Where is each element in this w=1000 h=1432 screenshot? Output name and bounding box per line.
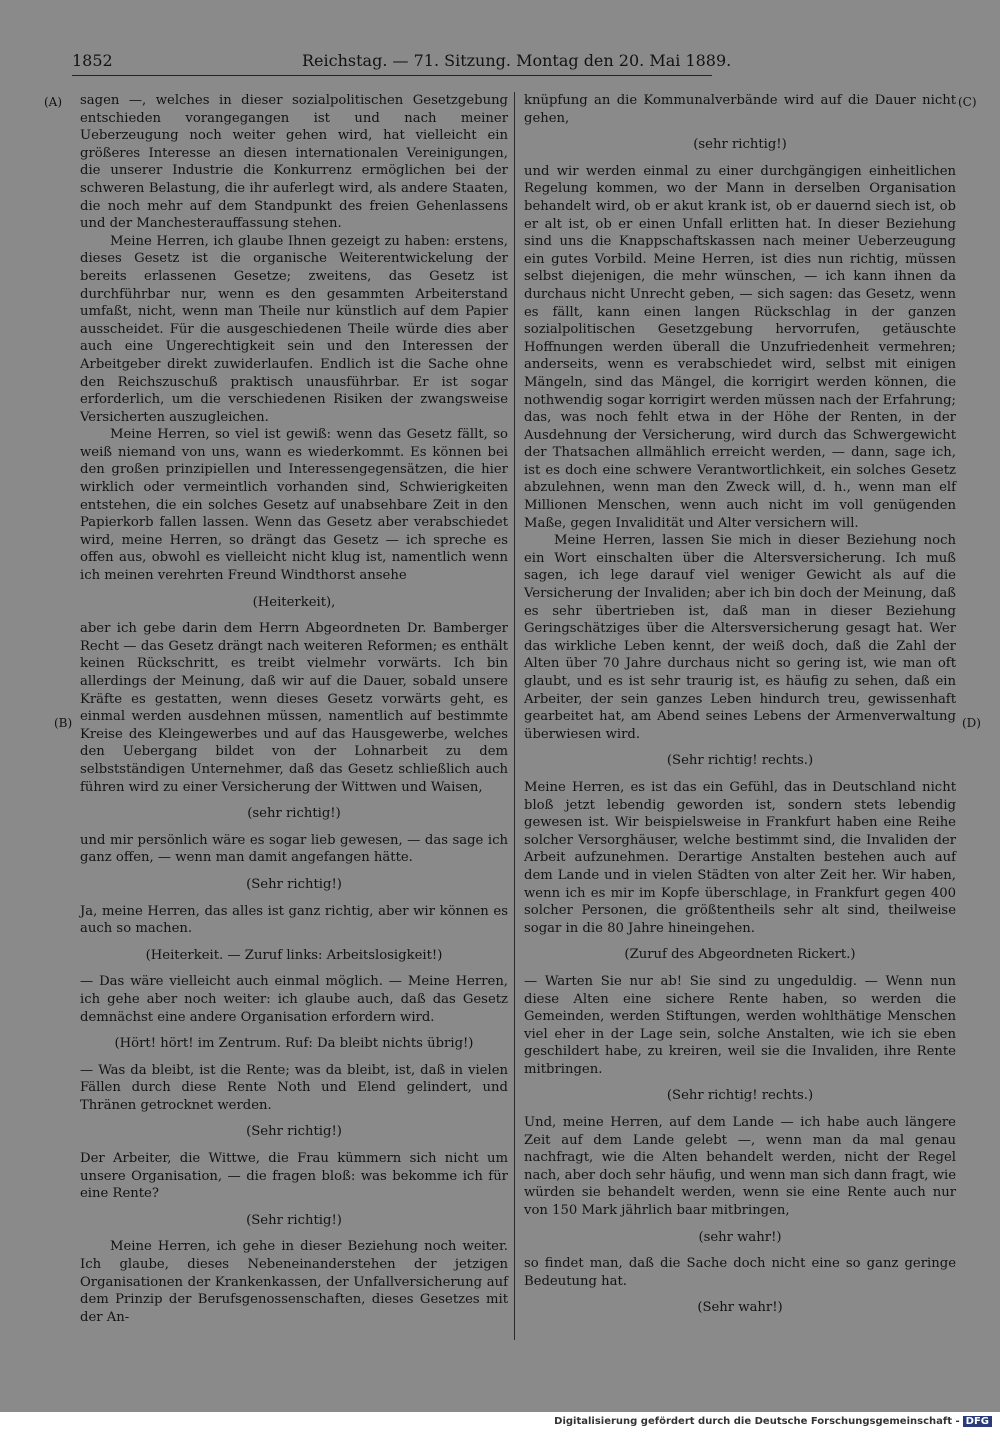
paragraph: Meine Herren, so viel ist gewiß: wenn das Gesetz fällt, so weiß niemand von uns, wann es wiederkommt. Es können bei den großen prinzipiellen und Interessengegensätzen, die hier wirklich oder vermeintlich vorhanden sind, Schwierigkeiten entstehen, die ein solches Gesetz auf unabsehbare Zeit in den Papierkorb fallen lassen. Wenn das Gesetz aber verabschiedet wird, meine Herren, so drängt das Gesetz — ich spreche es offen aus, obwohl es vielleicht nicht klug ist, namentlich wenn ich meinen verehrten Freund Windthorst ansehe	[80, 427, 508, 584]
paragraph: aber ich gebe darin dem Herrn Abgeordneten Dr. Bamberger Recht — das Gesetz drängt nach weiteren Reformen; es enthält keinen Rückschritt, es treibt vielmehr vorwärts. Ich bin allerdings der Meinung, daß wir auf die Dauer, sobald unsere Kräfte es gestatten, wenn dieses Gesetz vorwärts geht, es einmal werden ausdehnen müssen, namentlich auf bestimmte Kreise des Kleingewerbes und auf das Hausgewerbe, welches den Uebergang bildet von der Lohnarbeit zu dem selbstständigen Unternehmer, daß das Gesetz schließlich auch führen wird zu einer Versicherung der Wittwen und Waisen,	[80, 621, 508, 795]
page-header	[72, 48, 732, 74]
margin-marker-a: (A)	[44, 95, 63, 109]
paragraph: und wir werden einmal zu einer durchgängigen einheitlichen Regelung kommen, wo der Mann in derselben Organisation behandelt wird, ob er akut krank ist, ob er dauernd siech ist, ob er alt ist, ob er einen Unfall erlitten hat. In dieser Beziehung sind uns die Knappschaftskassen nach meiner Ueberzeugung ein gutes Vorbild. Meine Herren, ist dies nun richtig, müssen selbst diejenigen, die mehr wünschen, — ich kann ihnen da durchaus nicht Unrecht geben, — sich sagen: das Gesetz, wenn es fällt, kann einen langen Rückschlag in der ganzen sozialpolitischen Gesetzgebung hervorrufen, getäuschte Hoffnungen werden überall die Unzufriedenheit vermehren; anderseits, wenn es verabschiedet wird, selbst mit einigen Mängeln, sind das Mängel, die korrigirt werden können, die nothwendig sogar korrigirt werden müssen nach der Erfahrung; das, was noch fehlt etwa in der Höhe der Renten, in der Ausdehnung der Versicherung, wird durch das Schwergewicht der Thatsachen allmählich erreicht werden, — dann, sage ich, ist es doch eine schwere Verantwortlichkeit, ein solches Gesetz abzulehnen, wenn man den Zweck will, d. h., wenn man elf Millionen Menschen, wenn auch nicht im voll genügenden Maße, gegen Invalidität und Alter versichern will.	[524, 163, 956, 531]
paragraph: und mir persönlich wäre es sogar lieb gewesen, — das sage ich ganz offen, — wenn man damit angefangen hätte.	[80, 832, 508, 866]
paragraph: Meine Herren, es ist das ein Gefühl, das in Deutschland nicht bloß jetzt lebendig geworden ist, sondern stets lebendig gewesen ist. Wir beispielsweise in Frankfurt haben eine Reihe solcher Versorghäuser, welche bestimmt sind, die Invaliden der Arbeit aufzunehmen. Derartige Anstalten bestehen auch auf dem Lande und in vielen Städten von alter Zeit her. Wir haben, wenn ich es mir im Kopfe überschlage, in Frankfurt gegen 400 solcher Personen, die größtentheils sehr alt sind, theilweise sogar in die 80 Jahre hineingehen.	[524, 779, 956, 936]
paragraph: Meine Herren, ich glaube Ihnen gezeigt zu haben: erstens, dieses Gesetz ist die organische Weiterentwickelung der bereits erlassenen Gesetze; zweitens, das Gesetz ist durchführbar nur, wenn es den gesammten Arbeiterstand umfaßt, nicht, wenn man Theile nur künstlich auf dem Papier ausscheidet. Für die ausgeschiedenen Theile würde dies aber auch eine Ungerechtigkeit sein und den Interessen der Arbeitgeber direkt zuwiderlaufen. Endlich ist die Sache ohne den Reichszuschuß praktisch unausführbar. Er ist sogar erforderlich, um die verschiedenen Risiken der zwangsweise Versicherten auszugleichen.	[80, 233, 508, 425]
paragraph: Der Arbeiter, die Wittwe, die Frau kümmern sich nicht um unsere Organisation, — die fragen bloß: was bekomme ich für eine Rente?	[80, 1151, 508, 1202]
paragraph: Und, meine Herren, auf dem Lande — ich habe auch längere Zeit auf dem Lande gelebt —, wenn man da mal genau nachfragt, wie die Alten behandelt werden, nicht der Regel nach, aber doch sehr häufig, und wenn man sich dann fragt, wie würden sie behandelt werden, wenn sie eine Rente auch nur von 150 Mark jährlich baar mitbringen,	[524, 1115, 956, 1219]
right-column	[524, 92, 956, 1326]
paragraph: sagen —, welches in dieser sozialpolitischen Gesetzgebung entschieden vorangegangen ist und nach meiner Ueberzeugung noch weiter gehen wird, hat vielleicht ein größeres Interesse an diesen internationalen Vereinigungen, die unserer Industrie die Konkurrenz ermöglichen bei der schweren Belastung, die ihr auferlegt wird, als andere Staaten, die noch mehr auf dem Standpunkt des freien Gehenlassens und der Manchesterauffassung stehen.	[80, 93, 508, 232]
column-divider	[514, 92, 515, 1340]
interjection: (Sehr richtig! rechts.)	[666, 1088, 814, 1104]
interjection: (Heiterkeit. — Zuruf links: Arbeitslosigkeit!)	[145, 947, 443, 963]
footer-credit	[554, 1416, 992, 1427]
dfg-logo: DFG	[963, 1416, 992, 1427]
paragraph: Ja, meine Herren, das alles ist ganz richtig, aber wir können es auch so machen.	[80, 903, 508, 937]
paragraph: so findet man, daß die Sache doch nicht eine so ganz geringe Bedeutung hat.	[524, 1256, 956, 1289]
running-head: Reichstag. — 71. Sitzung. Montag den 20. Mai 1889.	[302, 51, 732, 70]
interjection: (Sehr richtig!)	[246, 1124, 342, 1140]
interjection: (Sehr richtig!)	[246, 1212, 342, 1228]
interjection: (Sehr richtig!)	[246, 876, 342, 892]
paragraph: Meine Herren, lassen Sie mich in dieser Beziehung noch ein Wort einschalten über die Altersversicherung. Ich muß sagen, ich lege darauf viel weniger Gewicht als auf die Versicherung der Invaliden; aber ich bin doch der Meinung, daß es sehr übertrieben ist, daß man in dieser Beziehung Geringschätziges über die Altersversicherung gesagt hat. Wer das wirkliche Leben kennt, der weiß doch, daß die Zahl der Alten über 70 Jahre durchaus nicht so gering ist, wie man oft glaubt, und es ist sehr traurig ist, es häufig zu sehen, daß ein Arbeiter, der sein ganzes Leben hindurch treu, gewissenhaft gearbeitet hat, am Abend seines Lebens der Armenverwaltung überwiesen wird.	[524, 533, 956, 742]
interjection: (Sehr wahr!)	[697, 1300, 783, 1316]
margin-marker-c: (C)	[958, 95, 977, 109]
interjection: (Heiterkeit),	[252, 594, 336, 610]
paragraph: — Das wäre vielleicht auch einmal möglich. — Meine Herren, ich gehe aber noch weiter: ich glaube auch, daß das Gesetz demnächst eine andere Organisation erfordern wird.	[80, 974, 508, 1025]
paragraph: — Warten Sie nur ab! Sie sind zu ungeduldig. — Wenn nun diese Alten eine sichere Rente haben, so werden die Gemeinden, werden Stiftungen, werden wohlthätige Menschen viel eher in der Lage sein, solche Anstalten, wie ich sie eben geschildert habe, zu kreiren, weil sie die Invaliden, ihre Rente mitbringen.	[524, 973, 956, 1077]
interjection: (sehr wahr!)	[698, 1229, 782, 1245]
footer-text: Digitalisierung gefördert durch die Deutsche Forschungsgemeinschaft -	[554, 1416, 960, 1427]
paragraph: knüpfung an die Kommunalverbände wird auf die Dauer nicht gehen,	[524, 93, 956, 126]
interjection: (sehr richtig!)	[693, 137, 787, 153]
interjection: (Zuruf des Abgeordneten Rickert.)	[624, 947, 856, 963]
interjection: (sehr richtig!)	[247, 806, 341, 822]
margin-marker-d: (D)	[962, 716, 981, 730]
paragraph: — Was da bleibt, ist die Rente; was da bleibt, ist, daß in vielen Fällen durch diese Rente Noth und Elend gelindert, und Thränen getrocknet werden.	[80, 1062, 508, 1113]
header-rule	[72, 75, 712, 76]
paragraph: Meine Herren, ich gehe in dieser Beziehung noch weiter. Ich glaube, dieses Nebeneinanderstehen der jetzigen Organisationen der Krankenkassen, der Unfallversicherung auf dem Prinzip der Berufsgenossenschaften, dieses Gesetzes mit der An-	[80, 1239, 508, 1325]
interjection: (Hört! hört! im Zentrum. Ruf: Da bleibt nichts übrig!)	[114, 1036, 474, 1052]
interjection: (Sehr richtig! rechts.)	[666, 753, 814, 769]
page-number: 1852	[72, 51, 113, 70]
margin-marker-b: (B)	[54, 716, 73, 730]
left-column	[80, 92, 508, 1326]
